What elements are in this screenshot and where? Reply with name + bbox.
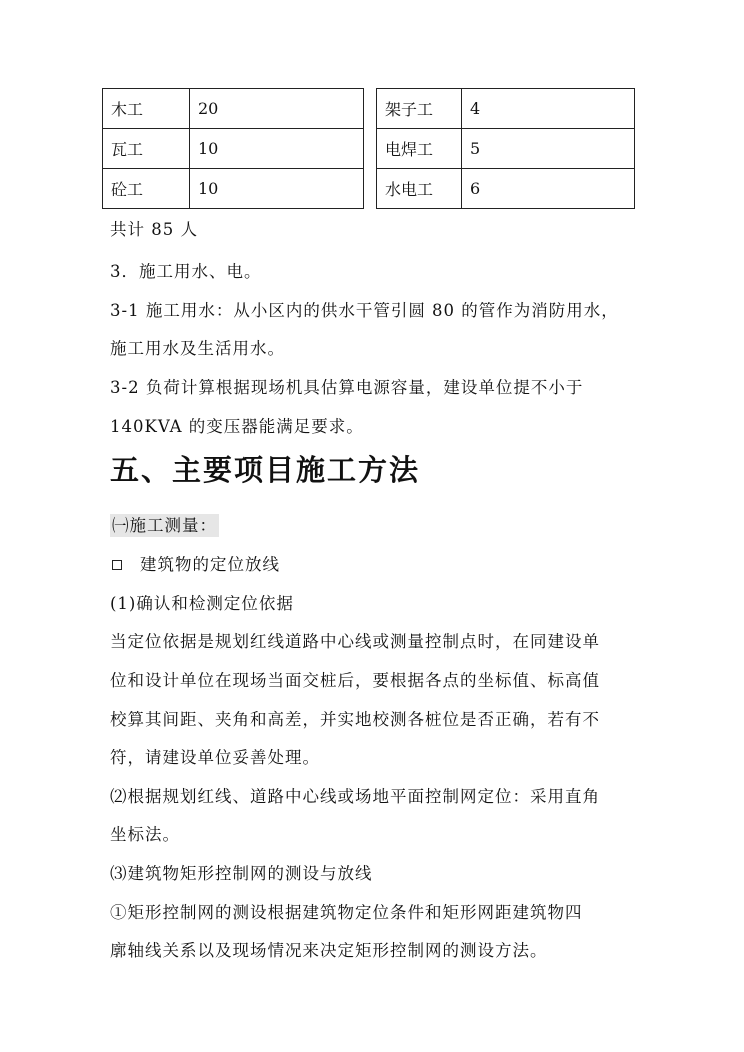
subsection-survey: [110, 512, 219, 536]
section-3-1-line-2: 施工用水及生活用水。: [110, 339, 285, 358]
count-cell: 20: [190, 89, 364, 129]
labor-table: [102, 88, 635, 209]
count-cell: 6: [462, 169, 635, 209]
count-cell: 10: [190, 169, 364, 209]
square-bullet-icon: [112, 560, 122, 570]
trade-cell: 木工: [103, 89, 190, 129]
trade-cell: 砼工: [103, 169, 190, 209]
section-5-heading: 五、主要项目施工方法: [110, 453, 421, 487]
section-3-1-line-1: 3-1 施工用水：从小区内的供水干管引圆 80 的管作为消防用水，: [110, 301, 619, 320]
item-2-line-2: 坐标法。: [110, 825, 180, 844]
table-row: [103, 129, 635, 169]
count-cell: 5: [462, 129, 635, 169]
table-row: [103, 169, 635, 209]
item-2-line-1: ⑵根据规划红线、道路中心线或场地平面控制网定位：采用直角: [110, 787, 600, 806]
trade-cell: 电焊工: [377, 129, 462, 169]
trade-cell: 瓦工: [103, 129, 190, 169]
item-3: ⑶建筑物矩形控制网的测设与放线: [110, 864, 373, 883]
paragraph-3-line-2: 廓轴线关系以及现场情况来决定矩形控制网的测设方法。: [110, 941, 548, 960]
count-cell: 4: [462, 89, 635, 129]
paragraph-1-line-1: 当定位依据是规划红线道路中心线或测量控制点时，在同建设单: [110, 632, 600, 651]
bullet-item: [112, 551, 280, 575]
paragraph-1-line-3: 校算其间距、夹角和高差，并实地校测各桩位是否正确，若有不: [110, 710, 600, 729]
section-3-title: 3．施工用水、电。: [110, 262, 262, 281]
table-row: [103, 89, 635, 129]
table-gap: [364, 89, 377, 129]
subsection-survey-label: ㈠施工测量：: [112, 516, 217, 535]
paragraph-3-line-1: ①矩形控制网的测设根据建筑物定位条件和矩形网距建筑物四: [110, 903, 583, 922]
table-gap: [364, 169, 377, 209]
trade-cell: 架子工: [377, 89, 462, 129]
trade-cell: 水电工: [377, 169, 462, 209]
item-1: (1)确认和检测定位依据: [110, 594, 294, 613]
paragraph-1-line-4: 符，请建设单位妥善处理。: [110, 748, 320, 767]
section-3-2-line-1: 3-2 负荷计算根据现场机具估算电源容量，建设单位提不小于: [110, 378, 584, 397]
count-cell: 10: [190, 129, 364, 169]
table-gap: [364, 129, 377, 169]
paragraph-1-line-2: 位和设计单位在现场当面交桩后，要根据各点的坐标值、标高值: [110, 671, 600, 690]
total-workers: 共计 85 人: [110, 220, 198, 239]
section-3-2-line-2: 140KVA 的变压器能满足要求。: [110, 417, 364, 436]
bullet-item-label: 建筑物的定位放线: [140, 555, 280, 574]
